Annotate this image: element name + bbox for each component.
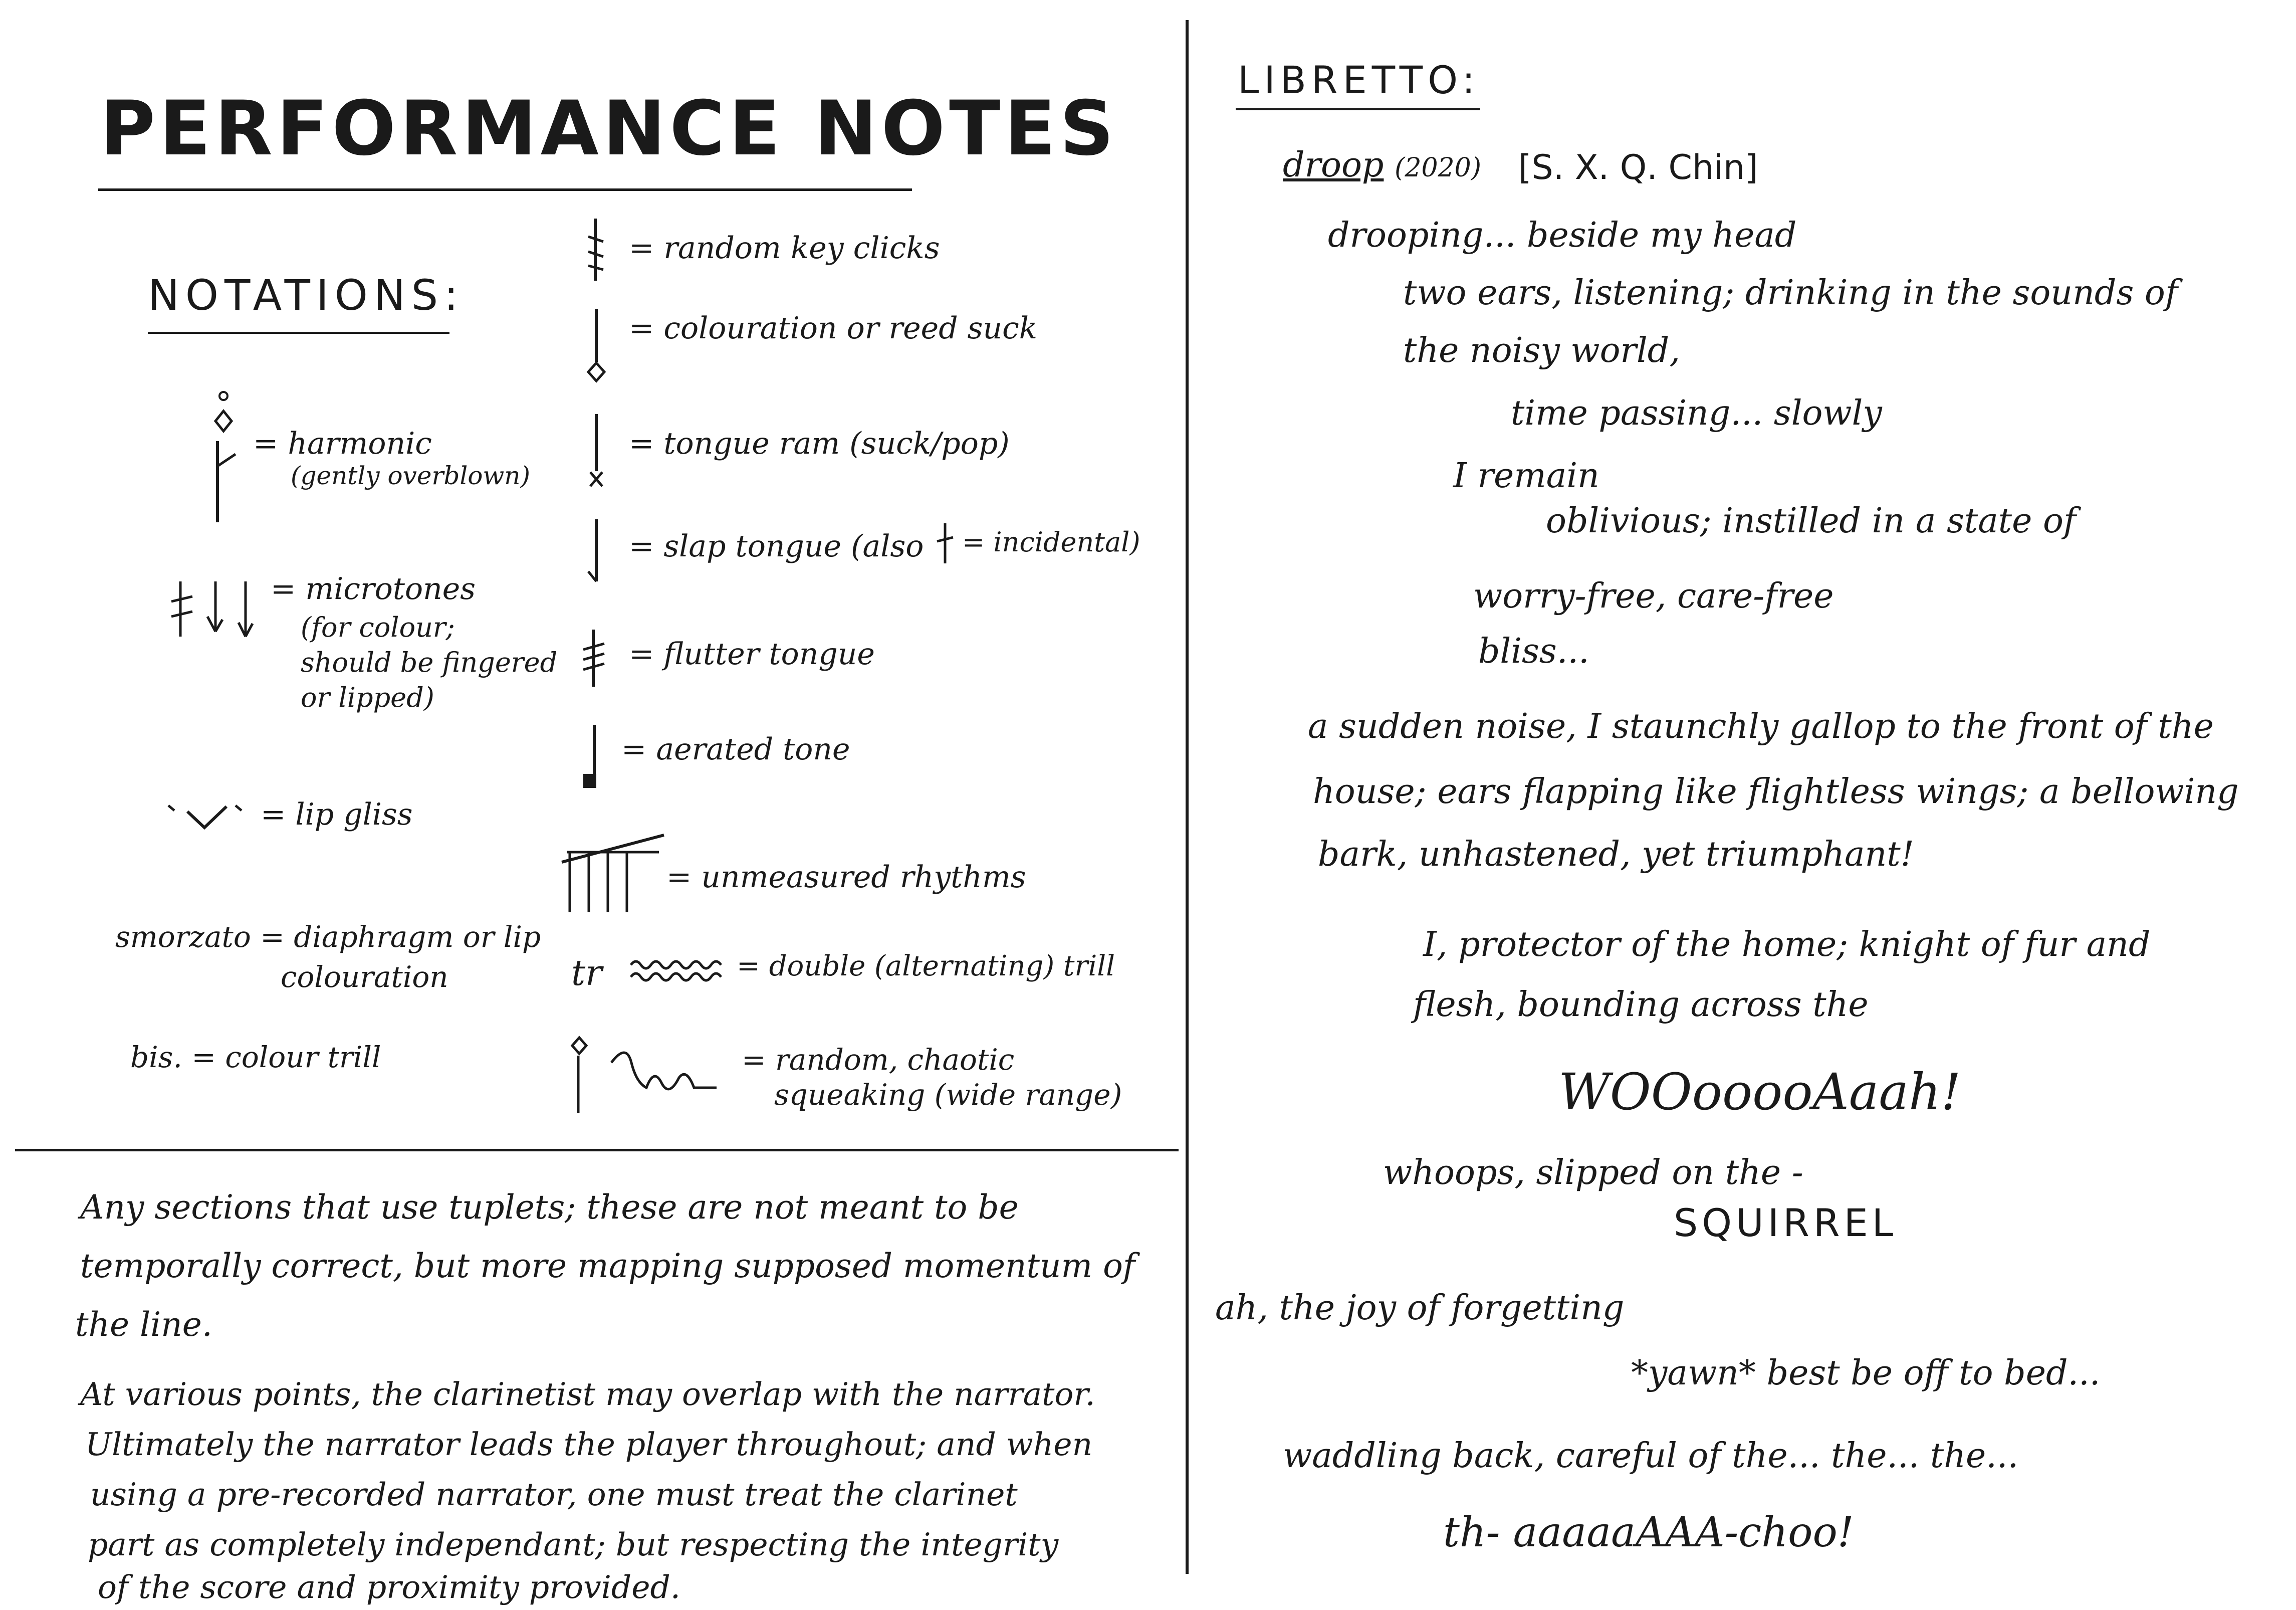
- page-title: PERFORMANCE NOTES: [100, 85, 1118, 172]
- double-trill-label: = double (alternating) trill: [737, 950, 1115, 982]
- libretto-line-9: a sudden noise, I staunchly gallop to the front of the: [1308, 707, 2214, 746]
- note-p1-line1: Any sections that use tuplets; these are not meant to be: [80, 1188, 1019, 1227]
- flutter-tongue-label: = flutter tongue: [629, 637, 875, 672]
- note-p2-line2: Ultimately the narrator leads the player throughout; and when: [85, 1426, 1093, 1463]
- microtones-sublabel-2: should be fingered: [301, 647, 558, 678]
- unmeasured-rhythms-label: = unmeasured rhythms: [666, 860, 1026, 895]
- lip-gliss-label: = lip gliss: [261, 797, 413, 832]
- microtones-sublabel-1: (for colour;: [301, 612, 455, 643]
- libretto-line-17: ah, the joy of forgetting: [1215, 1288, 1625, 1328]
- libretto-line-6: oblivious; instilled in a state of: [1546, 501, 2077, 541]
- note-p1-line2: temporally correct, but more mapping supposed momentum of: [80, 1247, 1135, 1285]
- libretto-line-5: I remain: [1453, 456, 1599, 496]
- libretto-title: [1283, 145, 1481, 185]
- smorzato-label: smorzato = diaphragm or lip: [115, 920, 541, 954]
- libretto-line-4: time passing... slowly: [1511, 393, 1882, 433]
- unmeasured-rhythms-icon: [559, 832, 669, 917]
- libretto-line-14: WOOooooAaah!: [1558, 1063, 1961, 1121]
- column-divider: [1186, 20, 1189, 1574]
- squeaking-label: = random, chaotic: [742, 1043, 1015, 1077]
- libretto-line-3: the noisy world,: [1403, 331, 1680, 370]
- note-p2-line5: of the score and proximity provided.: [98, 1569, 680, 1605]
- tongue-ram-label: = tongue ram (suck/pop): [629, 426, 1010, 461]
- squeaking-icon: [566, 1033, 722, 1118]
- libretto-line-11: bark, unhastened, yet triumphant!: [1318, 835, 1914, 874]
- libretto-line-7: worry-free, care-free: [1473, 576, 1834, 616]
- libretto-credit: [S. X. Q. Chin]: [1518, 148, 1758, 187]
- microtones-sublabel-3: or lipped): [301, 682, 434, 713]
- libretto-line-16: SQUIRREL: [1674, 1200, 1898, 1245]
- libretto-underline: [1236, 108, 1480, 110]
- notations-underline: [148, 332, 449, 334]
- double-trill-icon: [629, 955, 729, 985]
- libretto-line-15: whoops, slipped on the -: [1383, 1153, 1803, 1192]
- title-underline: [98, 188, 912, 191]
- libretto-line-18: *yawn* best be off to bed...: [1631, 1353, 2101, 1393]
- colouration-icon: [581, 306, 611, 386]
- aerated-tone-label: = aerated tone: [621, 732, 850, 767]
- bis-label: bis. = colour trill: [130, 1040, 381, 1074]
- libretto-line-10: house; ears flapping like flightless wings; a bellowing: [1313, 772, 2239, 812]
- slap-tongue-label: = slap tongue (also: [629, 529, 924, 564]
- libretto-line-12: I, protector of the home; knight of fur and: [1423, 925, 2151, 964]
- lip-gliss-icon: [165, 799, 246, 835]
- libretto-line-20: th- aaaaaAAA-choo!: [1443, 1509, 1854, 1556]
- libretto-heading: LIBRETTO:: [1238, 58, 1480, 102]
- harmonic-label: = harmonic: [253, 426, 432, 461]
- libretto-line-8: bliss...: [1478, 632, 1589, 671]
- libretto-title-word: droop: [1283, 145, 1384, 185]
- libretto-line-13: flesh, bounding across the: [1413, 985, 1869, 1025]
- incidental-icon: [933, 521, 958, 566]
- note-p2-line4: part as completely independant; but respecting the integrity: [88, 1526, 1059, 1563]
- flutter-tongue-icon: [576, 627, 611, 692]
- key-clicks-icon: [581, 216, 611, 286]
- smorzato-sublabel: colouration: [281, 960, 448, 994]
- libretto-title-year: (2020): [1395, 153, 1481, 183]
- note-p2-line3: using a pre-recorded narrator, one must treat the clarinet: [90, 1476, 1018, 1513]
- note-p1-line3: the line.: [75, 1305, 212, 1344]
- harmonic-sublabel: (gently overblown): [291, 461, 530, 490]
- squeaking-sublabel: squeaking (wide range): [774, 1078, 1122, 1112]
- tongue-ram-icon: [581, 411, 611, 491]
- aerated-tone-icon: [576, 722, 606, 792]
- libretto-line-2: two ears, listening; drinking in the sounds of: [1403, 273, 2178, 313]
- libretto-line-19: waddling back, careful of the... the... the...: [1283, 1436, 2019, 1476]
- trill-mark: tr: [571, 952, 602, 993]
- colouration-label: = colouration or reed suck: [629, 311, 1038, 346]
- section-divider: [15, 1149, 1179, 1151]
- note-p2-line1: At various points, the clarinetist may overlap with the narrator.: [80, 1376, 1095, 1413]
- slap-tongue-icon: [581, 516, 611, 596]
- harmonic-icon: [205, 391, 241, 526]
- key-clicks-label: = random key clicks: [629, 231, 940, 266]
- libretto-line-1: drooping... beside my head: [1328, 216, 1797, 255]
- notations-heading: NOTATIONS:: [148, 271, 465, 320]
- microtones-label: = microtones: [271, 571, 476, 607]
- microtones-icon: [170, 576, 266, 647]
- slap-tongue-label-tail: = incidental): [962, 526, 1140, 558]
